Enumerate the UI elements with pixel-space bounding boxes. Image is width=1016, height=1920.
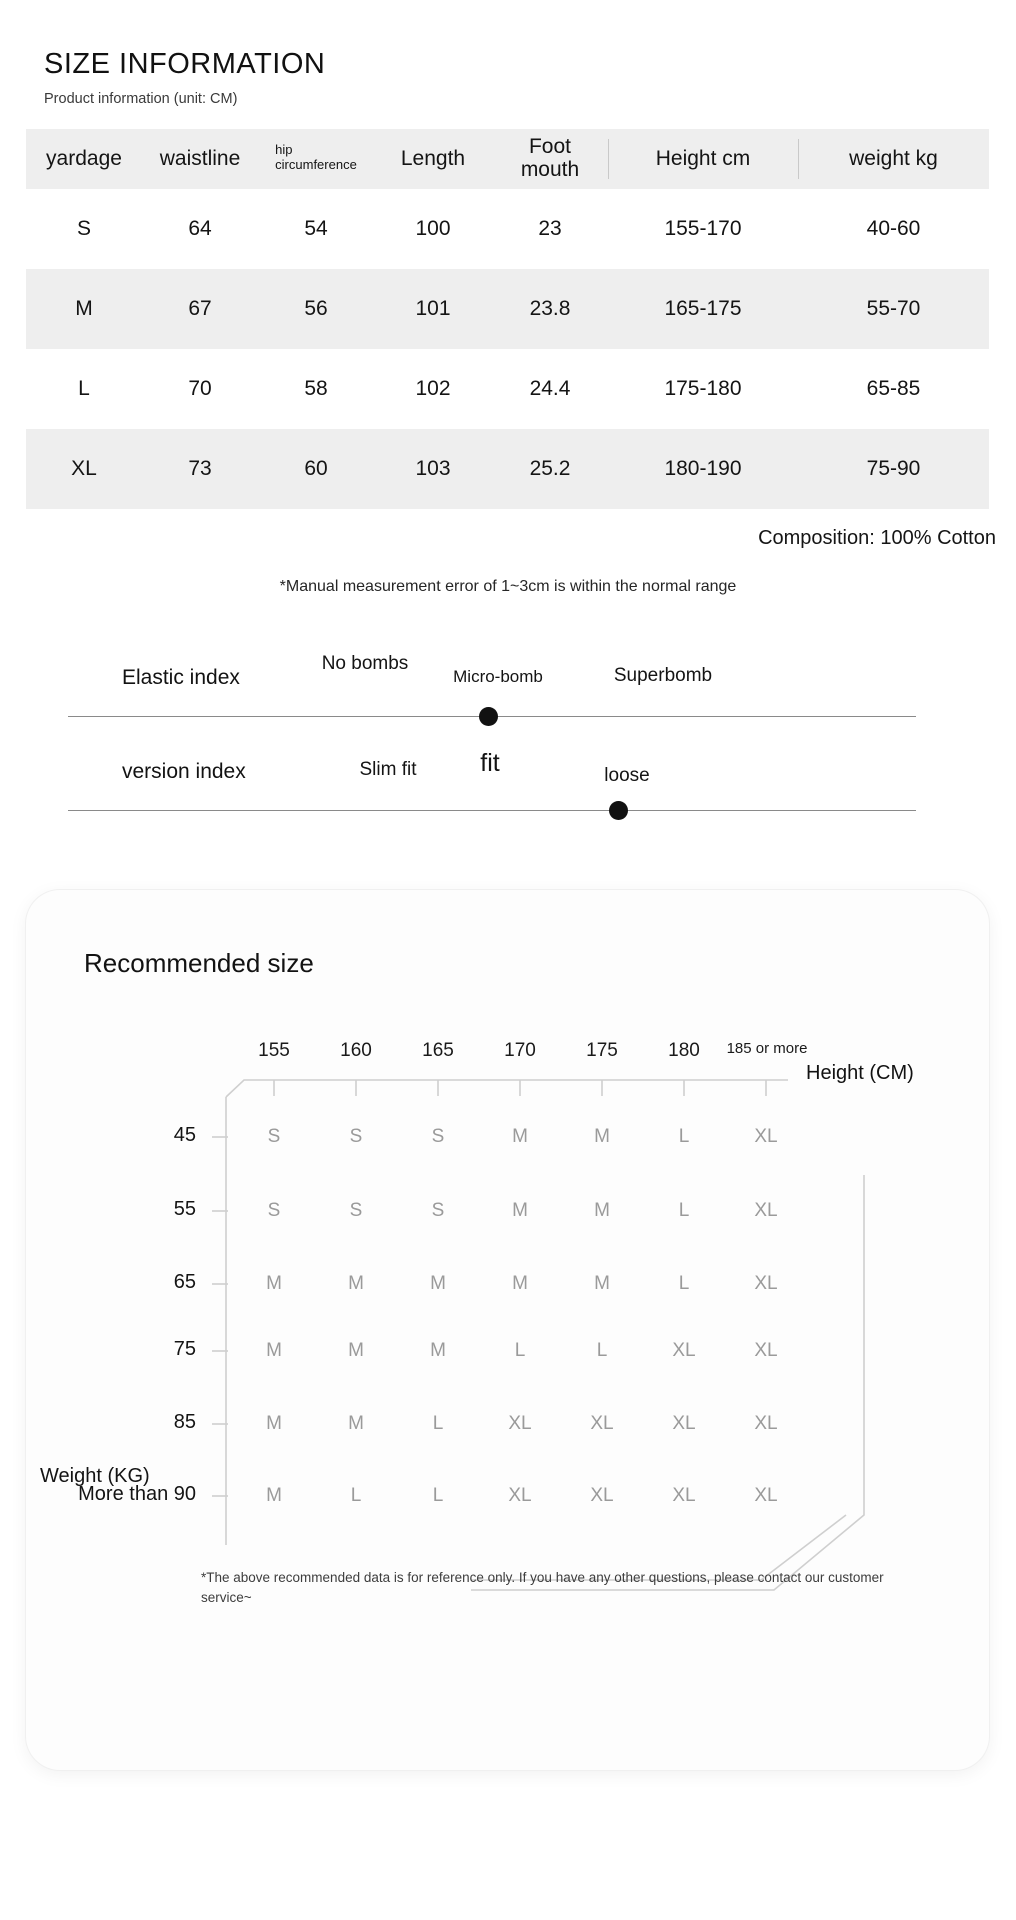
cell-length: 102 xyxy=(415,377,451,400)
version-index-block xyxy=(60,738,956,832)
size-table xyxy=(26,129,989,509)
cell-length: 103 xyxy=(374,429,492,509)
size-cell: M xyxy=(594,1200,610,1221)
cell-hip: 60 xyxy=(258,429,374,509)
height-col-180: 180 xyxy=(668,1040,700,1061)
elastic-tick-no-bombs[interactable]: No bombs xyxy=(321,653,409,674)
version-index-label: version index xyxy=(122,760,246,783)
cell-weight: 55-70 xyxy=(798,269,989,349)
version-slider-track[interactable] xyxy=(68,810,916,811)
table-header-row xyxy=(26,129,989,189)
size-cell: M xyxy=(512,1126,528,1147)
cell-yardage: XL xyxy=(26,429,142,509)
table-row xyxy=(26,429,989,509)
cell-waistline: 67 xyxy=(142,269,258,349)
column-header-weight: weight kg xyxy=(798,129,989,189)
cell-weight: 75-90 xyxy=(798,429,989,509)
version-tick-slim-fit[interactable]: Slim fit xyxy=(359,759,417,780)
size-cell: S xyxy=(431,1126,445,1147)
cell-length: 101 xyxy=(374,269,492,349)
size-cell: XL xyxy=(508,1413,532,1434)
height-col-165: 165 xyxy=(422,1040,454,1061)
cell-height: 155-170 xyxy=(664,217,742,240)
y-axis-label: Weight (KG) xyxy=(40,1465,150,1487)
size-cell: M xyxy=(430,1273,446,1294)
size-cell: L xyxy=(678,1273,690,1294)
recommended-size-note: *The above recommended data is for reference only. If you have any other questions, please contact our customer service~ xyxy=(201,1570,884,1606)
page-header xyxy=(0,0,1016,107)
column-header-waistline: waistline xyxy=(142,129,258,189)
size-cell: XL xyxy=(754,1413,778,1434)
size-cell: M xyxy=(266,1413,282,1434)
height-col-155: 155 xyxy=(258,1040,290,1061)
weight-row-more-than-90: More than 90 xyxy=(78,1483,196,1505)
cell-hip: 56 xyxy=(258,269,374,349)
size-cell: XL xyxy=(754,1273,778,1294)
size-cell: M xyxy=(266,1485,282,1506)
size-cell: L xyxy=(596,1340,608,1361)
cell-foot: 24.4 xyxy=(529,377,571,400)
recommended-size-card xyxy=(26,890,989,1770)
size-cell: L xyxy=(432,1413,444,1434)
cell-yardage: S xyxy=(76,217,91,240)
size-cell: L xyxy=(514,1340,526,1361)
measurement-note: *Manual measurement error of 1~3cm is within the normal range xyxy=(279,578,737,595)
size-cell: M xyxy=(594,1126,610,1147)
cell-weight: 65-85 xyxy=(866,377,921,400)
cell-height: 165-175 xyxy=(608,269,798,349)
size-cell: XL xyxy=(672,1340,696,1361)
size-cell: M xyxy=(512,1273,528,1294)
size-cell: M xyxy=(594,1273,610,1294)
column-header-yardage: yardage xyxy=(26,129,142,189)
cell-waistline: 73 xyxy=(142,429,258,509)
height-col-185-or-more: 185 or more xyxy=(726,1040,808,1057)
size-cell: L xyxy=(678,1126,690,1147)
size-cell: XL xyxy=(672,1485,696,1506)
composition-text: Composition: 100% Cotton xyxy=(758,527,996,549)
size-cell: XL xyxy=(754,1485,778,1506)
version-tick-fit[interactable]: fit xyxy=(480,749,500,777)
elastic-tick-micro-bomb[interactable]: Micro-bomb xyxy=(453,667,543,686)
elastic-tick-superbomb[interactable]: Superbomb xyxy=(613,665,713,686)
table-row xyxy=(26,349,989,429)
size-cell: L xyxy=(678,1200,690,1221)
cell-yardage: M xyxy=(26,269,142,349)
cell-waistline: 70 xyxy=(188,377,212,400)
weight-row-65: 65 xyxy=(173,1271,196,1293)
version-tick-loose[interactable]: loose xyxy=(604,765,650,786)
column-header-hip: hip circumference xyxy=(258,129,374,189)
column-header-height: Height cm xyxy=(608,129,798,189)
column-header-length: Length xyxy=(374,129,492,189)
recommended-size-grid xyxy=(26,890,989,1770)
cell-height: 175-180 xyxy=(664,377,742,400)
cell-foot: 23.8 xyxy=(492,269,608,349)
elastic-index-label: Elastic index xyxy=(122,666,240,689)
cell-weight: 40-60 xyxy=(866,217,921,240)
cell-hip: 54 xyxy=(304,217,328,240)
height-col-175: 175 xyxy=(586,1040,618,1061)
size-cell: S xyxy=(349,1126,363,1147)
weight-row-45: 45 xyxy=(173,1124,196,1146)
size-cell: S xyxy=(431,1200,445,1221)
size-cell: XL xyxy=(754,1340,778,1361)
table-row xyxy=(26,189,989,269)
elastic-slider-thumb[interactable] xyxy=(479,707,498,726)
weight-row-75: 75 xyxy=(173,1338,196,1360)
size-cell: XL xyxy=(672,1413,696,1434)
size-cell: S xyxy=(267,1200,281,1221)
cell-hip: 58 xyxy=(304,377,328,400)
weight-row-85: 85 xyxy=(173,1411,196,1433)
version-slider-thumb[interactable] xyxy=(609,801,628,820)
size-cell: XL xyxy=(590,1485,614,1506)
size-cell: XL xyxy=(590,1413,614,1434)
height-col-170: 170 xyxy=(504,1040,536,1061)
x-axis-label: Height (CM) xyxy=(806,1062,914,1084)
size-cell: M xyxy=(348,1273,364,1294)
cell-foot: 23 xyxy=(538,217,562,240)
size-cell: L xyxy=(432,1485,444,1506)
cell-length: 100 xyxy=(415,217,451,240)
size-cell: XL xyxy=(754,1200,778,1221)
size-cell: M xyxy=(348,1340,364,1361)
elastic-index-block xyxy=(60,644,956,738)
size-cell: M xyxy=(266,1273,282,1294)
size-cell: S xyxy=(349,1200,363,1221)
recommended-size-title: Recommended size xyxy=(84,948,314,978)
size-table-container xyxy=(26,129,990,509)
grid-axis-lines xyxy=(26,890,989,1770)
cell-height: 180-190 xyxy=(608,429,798,509)
size-cell: M xyxy=(430,1340,446,1361)
column-header-foot-mouth: Foot mouth xyxy=(492,129,608,189)
cell-waistline: 64 xyxy=(188,217,212,240)
table-row xyxy=(26,269,989,349)
height-col-160: 160 xyxy=(340,1040,372,1061)
size-cell: L xyxy=(350,1485,362,1506)
size-cell: M xyxy=(512,1200,528,1221)
size-cell: XL xyxy=(508,1485,532,1506)
size-cell: M xyxy=(348,1413,364,1434)
index-section xyxy=(0,644,1016,832)
cell-foot: 25.2 xyxy=(492,429,608,509)
page-title: SIZE INFORMATION xyxy=(44,48,326,80)
cell-yardage: L xyxy=(78,377,90,400)
page-subtitle: Product information (unit: CM) xyxy=(44,91,238,107)
size-cell: S xyxy=(267,1126,281,1147)
size-cell: XL xyxy=(754,1126,778,1147)
size-cell: M xyxy=(266,1340,282,1361)
weight-row-55: 55 xyxy=(173,1198,196,1220)
